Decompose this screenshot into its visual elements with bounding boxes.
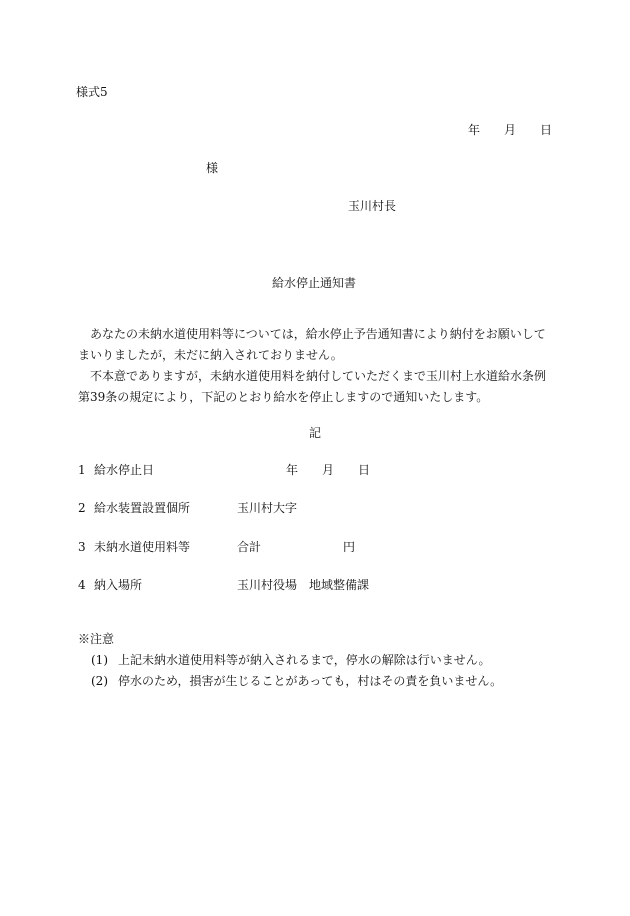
item-unit: 円 [343, 540, 356, 554]
body-text [78, 324, 553, 408]
item-number: 2 [78, 501, 86, 515]
item-label: 給水装置設置個所 [94, 501, 191, 515]
note-text: 上記未納水道使用料等が納入されるまで，停水の解除は行いません。 [118, 653, 491, 667]
note-number: (1) [91, 653, 108, 667]
item-value: 玉川村大字 [237, 501, 298, 515]
document-title: 給水停止通知書 [272, 276, 357, 290]
item-value: 年 月 日 [286, 463, 371, 477]
notes-heading: ※注意 [78, 632, 115, 646]
item-label: 未納水道使用料等 [94, 540, 191, 554]
addressee-suffix: 様 [206, 161, 219, 175]
item-number: 4 [78, 578, 86, 592]
item-value: 合計 [237, 540, 262, 554]
note-text: 停水のため，損害が生じることがあっても，村はその責を負いません。 [118, 674, 503, 688]
body-paragraph-1: あなたの未納水道使用料等については，給水停止予告通知書により納付をお願いしてまいりましたが，未だに納入されておりません。 [78, 327, 546, 362]
note-number: (2) [91, 674, 108, 688]
form-number: 様式5 [76, 85, 108, 99]
item-number: 1 [78, 463, 86, 477]
sender: 玉川村長 [348, 199, 397, 213]
item-value: 玉川村役場 地域整備課 [237, 578, 370, 592]
item-label: 納入場所 [94, 578, 143, 592]
body-paragraph-2: 不本意でありますが，未納水道使用料を納付していただくまで玉川村上水道給水条例第39条の規定により，下記のとおり給水を停止しますので通知いたします。 [78, 369, 547, 404]
ki-heading: 記 [309, 426, 322, 440]
item-number: 3 [78, 540, 86, 554]
item-label: 給水停止日 [94, 463, 155, 477]
date-line: 年 月 日 [468, 123, 553, 137]
